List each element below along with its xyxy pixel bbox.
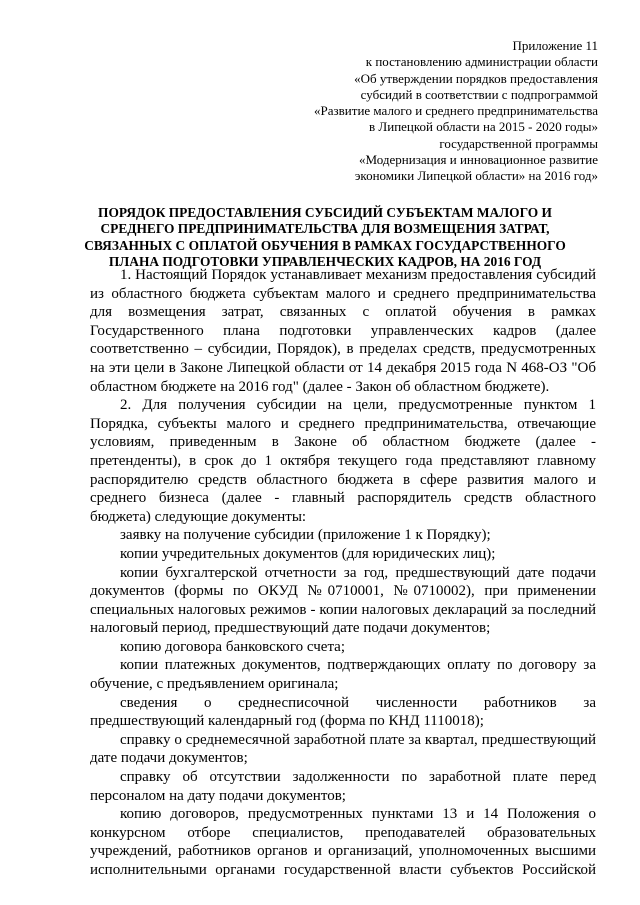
title-line: СВЯЗАННЫХ С ОПЛАТОЙ ОБУЧЕНИЯ В РАМКАХ ГОСУДАРСТВЕННОГО — [84, 237, 566, 253]
paragraph-1: 1. Настоящий Порядок устанавливает механизм предоставления субсидий из областного бюджета субъектам малого и среднего предпринимательства для возмещения затрат, связанных с оплатой обучения в рамках Государственного плана подготовки управленческих кадров (далее соответственно – субсидии, Порядок), в пределах средств, предусмотренных на эти цели в Законе Липецкой области от 14 декабря 2015 года N 468-ОЗ "Об областном бюджете на 2016 год" (далее - Закон об областном бюджете). — [90, 267, 596, 395]
list-item-no-debt-certificate: справку об отсутствии задолженности по заработной плате перед персоналом на дату подачи документов; — [90, 769, 596, 804]
list-item-payment-documents: копии платежных документов, подтверждающих оплату по договору за обучение, с предъявлением оригинала; — [90, 657, 596, 693]
paragraph-2: 2. Для получения субсидии на цели, предусмотренные пунктом 1 Порядка, субъекты малого и среднего предпринимательства, отвечающие условиям, приведенным в Законе об областном бюджете (далее - претенденты), в срок до 1 октября текущего года представляют главному распорядителю средств областного бюджета в сфере развития малого и среднего бизнеса (далее - главный распорядитель средств областного бюджета) следующие документы: — [90, 397, 596, 525]
title-line: СРЕДНЕГО ПРЕДПРИНИМАТЕЛЬСТВА ДЛЯ ВОЗМЕЩЕНИЯ ЗАТРАТ, — [100, 221, 550, 237]
document-body — [90, 266, 596, 898]
list-item-contracts: копию договоров, предусмотренных пунктами 13 и 14 Положения о конкурсном отборе специалистов, преподавателей образовательных учреждений, работников органов и организаций, уполномоченных высшими исполнительными органами государственной власти субъектов Российской — [90, 806, 596, 878]
title-line: ПОРЯДОК ПРЕДОСТАВЛЕНИЯ СУБСИДИЙ СУБЪЕКТАМ МАЛОГО И — [98, 205, 552, 220]
appendix-line: государственной программы — [439, 135, 598, 151]
list-item-founding-documents: копии учредительных документов (для юридических лиц); — [120, 545, 496, 562]
list-item-application: заявку на получение субсидии (приложение 1 к Порядку); — [120, 527, 491, 544]
list-item-bank-contract: копию договора банковского счета; — [120, 638, 346, 655]
appendix-line: в Липецкой области на 2015 - 2020 годы» — [369, 119, 598, 135]
document-title — [80, 205, 570, 270]
list-item-accounting-statements: копии бухгалтерской отчетности за год, предшествующий дате подачи документов (формы по ОКУД №0710001, №0710002), при применении специальных налоговых режимов - копии налоговых деклараций за последний налоговый период, предшествующий дате подачи документов; — [90, 564, 596, 637]
appendix-line: «Об утверждении порядков предоставления — [354, 70, 598, 86]
list-item-salary-certificate: справку о среднемесячной заработной плате за квартал, предшествующий дате подачи документов; — [90, 731, 596, 767]
title-line: ПЛАНА ПОДГОТОВКИ УПРАВЛЕНЧЕСКИХ КАДРОВ, НА 2016 ГОД — [108, 253, 542, 269]
appendix-line: экономики Липецкой области» на 2016 год» — [354, 168, 598, 184]
appendix-line: «Развитие малого и среднего предпринимательства — [314, 103, 598, 119]
appendix-line: субсидий в соответствии с подпрограммой — [360, 86, 598, 102]
appendix-line: «Модернизация и инновационное развитие — [359, 152, 598, 168]
appendix-header — [268, 38, 598, 185]
appendix-line: к постановлению администрации области — [365, 54, 598, 70]
list-item-headcount: сведения о среднесписочной численности работников за предшествующий календарный год (форма по КНД 1110018); — [90, 694, 596, 730]
appendix-line: Приложение 11 — [512, 38, 598, 53]
